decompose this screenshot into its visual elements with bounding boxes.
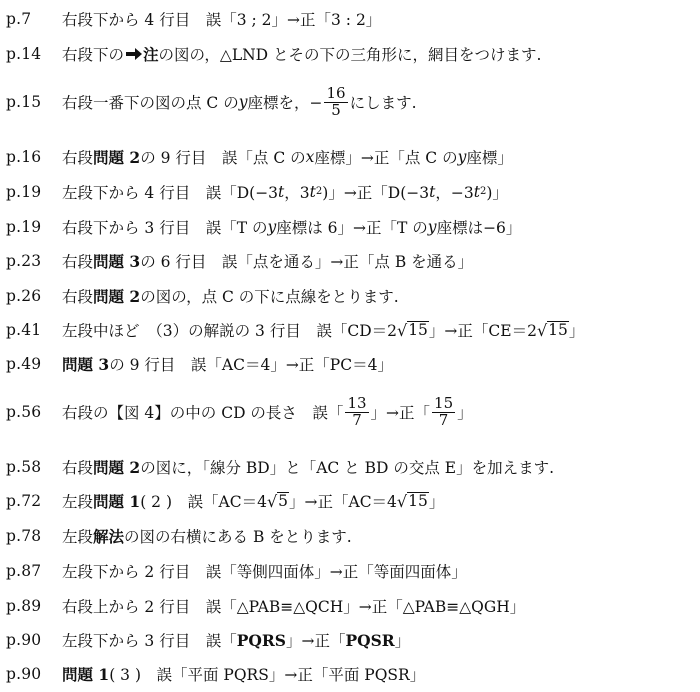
correction-text: 右段下から 4 行目 誤「3 ; 2」→正「3 : 2」 — [62, 11, 382, 29]
page-number: p.15 — [6, 93, 42, 112]
square-root: √ 5 — [266, 491, 289, 512]
correction-text: 右段上から 2 行目 誤「△PAB≡△QCH」→正「△PAB≡△QGH」 — [62, 598, 526, 616]
correction-text: 右段の【図 4】の中の CD の長さ 誤「 $\frac{13}{7}$ 」→正「 $\frac{15}{7}$ 」 — [62, 394, 473, 429]
errata-row — [6, 396, 696, 429]
page-number: p.49 — [6, 355, 42, 373]
errata-row — [6, 146, 696, 168]
correction-text: 問題 3 の 9 行目 誤「AC＝4」→正「PC＝4」 — [62, 355, 393, 374]
correction-text: 問題 1 ( 3 ) 誤「平面 PQRS」→正「平面 PQSR」 — [62, 665, 426, 684]
page-number: p.87 — [6, 562, 42, 580]
page-number: p.19 — [6, 183, 42, 201]
errata-row — [6, 560, 696, 582]
correction-text: 左段中ほど （3）の解説の 3 行目 誤「CD＝2 √ 15 」→正「CE＝2 √ 15 」 — [62, 320, 585, 341]
page-number: p.41 — [6, 321, 42, 339]
correction-text: 右段 問題 3 の 6 行目 誤「点を通る」→正「点 B を通る」 — [62, 252, 474, 271]
page-number: p.19 — [6, 218, 42, 236]
correction-text: 左段 解法 の図の右横にある B をとります. — [62, 527, 352, 546]
square-root: √ 15 — [396, 320, 428, 341]
correction-text: 右段 問題 2 の図の，点 C の下に点線をとります. — [62, 287, 399, 306]
correction-text: 右段下から 3 行目 誤「T の y 座標は 6」→正「T の y 座標は−6」 — [62, 218, 522, 237]
page-number: p.16 — [6, 148, 42, 166]
errata-row — [6, 250, 696, 272]
correction-text: 右段 問題 2 の 9 行目 誤「点 C の x 座標」→正「点 C の y 座標」 — [62, 148, 513, 167]
correction-text: 左段下から 2 行目 誤「等側四面体」→正「等面四面体」 — [62, 563, 467, 581]
correction-text: 左段下から 4 行目 誤「D(−3 t ，3 t 2 )」→正「D(−3 t ，−3 t 2 )」 — [62, 183, 508, 202]
fraction: $\frac{13}{7}$ — [347, 394, 367, 429]
errata-row — [6, 595, 696, 617]
page-number: p.72 — [6, 492, 42, 510]
correction-text: 左段 問題 1 ( 2 ) 誤「AC＝4 √ 5 」→正「AC＝4 √ 15 」 — [62, 491, 445, 512]
page-number: p.14 — [6, 45, 42, 63]
errata-row — [6, 456, 696, 478]
errata-row — [6, 490, 696, 512]
page-number: p.89 — [6, 597, 42, 615]
fraction: $\frac{15}{7}$ — [434, 394, 454, 429]
errata-row — [6, 525, 696, 547]
arrow-right-icon — [126, 48, 142, 60]
errata-row — [6, 319, 696, 341]
errata-row — [6, 43, 696, 65]
correction-text: 右段 問題 2 の図に，「線分 BD」と「AC と BD の交点 E」を加えます. — [62, 458, 555, 477]
errata-row — [6, 285, 696, 307]
page-number: p.90 — [6, 631, 42, 649]
page-number: p.56 — [6, 403, 42, 422]
square-root: √ 15 — [396, 491, 428, 512]
correction-text: 右段下の 注 の図の，△LND とその下の三角形に，網目をつけます. — [62, 45, 542, 64]
page-number: p.7 — [6, 10, 32, 28]
correction-text: 左段下から 3 行目 誤「 PQRS 」→正「 PQSR 」 — [62, 630, 411, 650]
page-number: p.78 — [6, 527, 42, 545]
fraction: $\frac{16}{5}$ — [326, 84, 346, 119]
errata-row — [6, 353, 696, 375]
errata-row — [6, 216, 696, 238]
errata-row — [6, 181, 696, 203]
page-number: p.58 — [6, 458, 42, 476]
page-number: p.26 — [6, 287, 42, 305]
errata-row — [6, 629, 696, 651]
correction-text: 右段一番下の図の点 C の y 座標を，− $\frac{16}{5}$ にします. — [62, 84, 417, 119]
square-root: √ 15 — [536, 320, 568, 341]
errata-row — [6, 8, 696, 30]
errata-row — [6, 663, 696, 685]
page-number: p.90 — [6, 665, 42, 683]
errata-row — [6, 86, 696, 119]
page-number: p.23 — [6, 252, 42, 270]
